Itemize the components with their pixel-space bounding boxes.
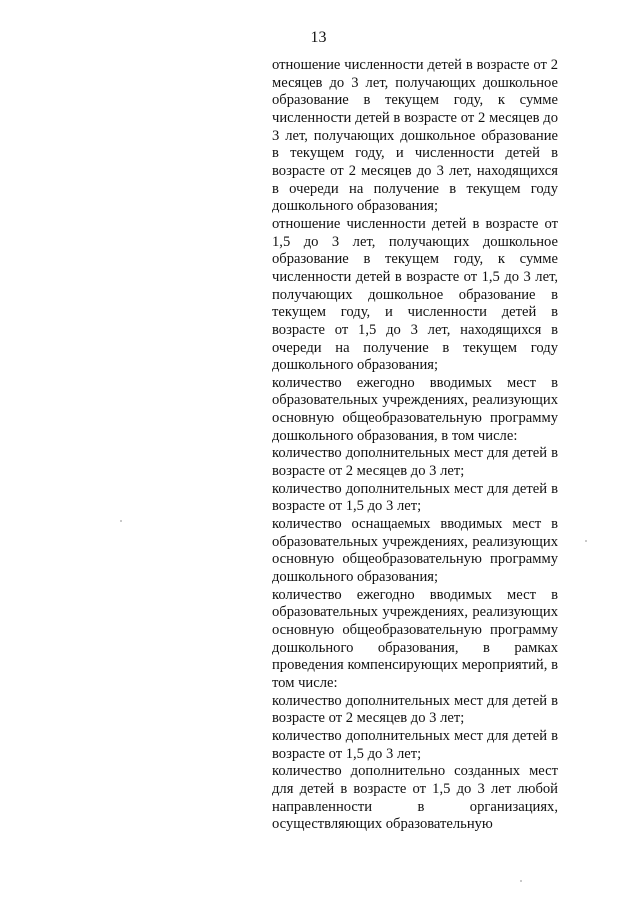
page-number: 13 — [310, 29, 327, 46]
text-column — [272, 57, 558, 834]
paragraph-8: количество дополнительных мест для детей в возрасте от 2 месяцев до 3 лет; — [272, 692, 558, 727]
scan-speck — [585, 540, 587, 542]
paragraph-4: количество дополнительных мест для детей в возрасте от 2 месяцев до 3 лет; — [272, 445, 558, 480]
paragraph-1: отношение численности детей в возрасте от 2 месяцев до 3 лет, получающих дошкольное образование в текущем году, к сумме численности детей в возрасте от 2 месяцев до 3 лет, получающих дошкольное образование в текущем году, и численности детей в возрасте от 2 месяцев до 3 лет, находящихся в очереди на получение в текущем году дошкольного образования; — [272, 57, 558, 215]
paragraph-3: количество ежегодно вводимых мест в образовательных учреждениях, реализующих основную общеобразовательную программу дошкольного образования, в том числе: — [272, 374, 558, 444]
scan-speck — [520, 880, 522, 882]
paragraph-6: количество оснащаемых вводимых мест в образовательных учреждениях, реализующих основную общеобразовательную программу дошкольного образования; — [272, 516, 558, 586]
paragraph-10: количество дополнительно созданных мест для детей в возрасте от 1,5 до 3 лет любой направленности в организациях, осуществляющих образовательную — [272, 763, 558, 833]
paragraph-2: отношение численности детей в возрасте от 1,5 до 3 лет, получающих дошкольное образование в текущем году, к сумме численности детей в возрасте от 1,5 до 3 лет, получающих дошкольное образование в текущем году, и численности детей в возрасте от 1,5 до 3 лет, находящихся в очереди на получение в текущем году дошкольного образования; — [272, 215, 558, 374]
paragraph-7: количество ежегодно вводимых мест в образовательных учреждениях, реализующих основную общеобразовательную программу дошкольного образования, в рамках проведения компенсирующих мероприятий, в том числе: — [272, 586, 558, 691]
paragraph-5: количество дополнительных мест для детей в возрасте от 1,5 до 3 лет; — [272, 480, 558, 515]
scan-speck — [120, 520, 122, 522]
paragraph-9: количество дополнительных мест для детей в возрасте от 1,5 до 3 лет; — [272, 727, 558, 762]
